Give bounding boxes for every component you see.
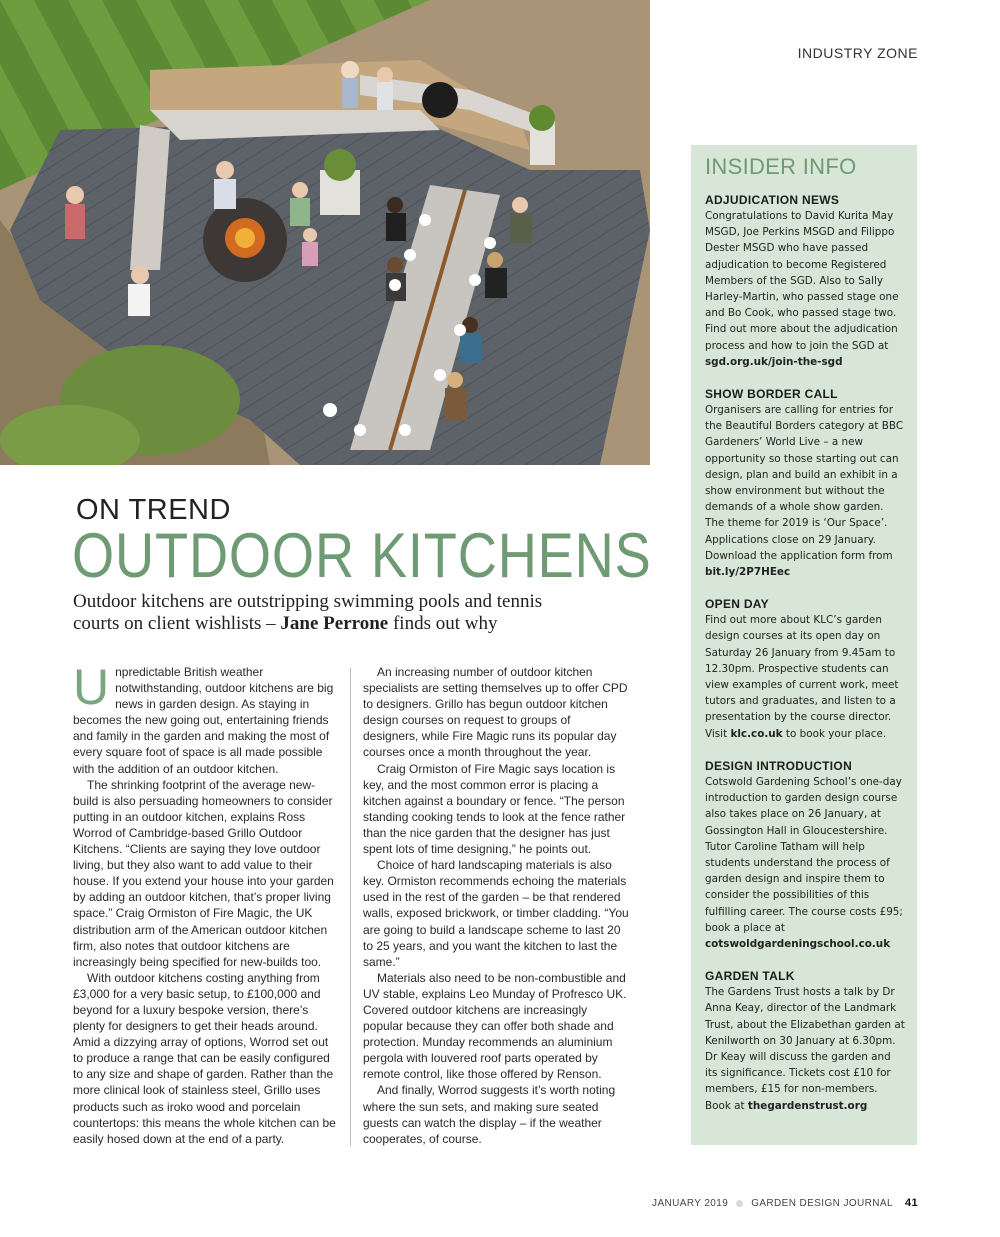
- paragraph: The shrinking footprint of the average new-build is also persuading homeowners to consider putting in an outdoor kitchen, explains Ross Worrod of Cambridge-based Grillo Outdoor Kitchens. “Clients are saying they love outdoor living, but they also want to add value to their house. If you extend your house into your garden by adding an outdoor kitchen, that’s proper living space.” Craig Ormiston of Fire Magic, the UK distribution arm of the American outdoor kitchen firm, also notes that outdoor kitchens are increasingly being specified for new-builds too.: [73, 777, 334, 969]
- paragraph: [73, 659, 339, 777]
- article-column-right: [363, 664, 629, 1147]
- article-standfirst: [73, 591, 573, 635]
- paragraph-text: npredictable British weather notwithstanding, outdoor kitchens are big news in garden design. As staying in becomes the new going out, entertaining friends and family in the garden and making the most of every square foot of space is all made possible with the addition of an outdoor kitchen.: [73, 665, 334, 776]
- page-number: 41: [904, 1197, 918, 1209]
- sidebar-item-link[interactable]: sgd.org.uk/join-the-sgd: [705, 355, 843, 368]
- sidebar-item-heading: DESIGN INTRODUCTION: [705, 758, 853, 773]
- article-headline: OUTDOOR KITCHENS: [72, 521, 652, 591]
- paragraph: Materials also need to be non-combustible and UV stable, explains Leo Munday of Profresco UK. Covered outdoor kitchens are increasingly popular because they can offer both shade and protection. Munday recommends an aluminium pergola with louvered roof parts operated by remote control, like those offered by Renson.: [363, 970, 627, 1082]
- article-column-left: [73, 659, 339, 1147]
- paragraph: An increasing number of outdoor kitchen specialists are setting themselves up to offer CPD to designers. Grillo has begun outdoor kitchen design courses on request to groups of designers, while Fire Magic runs its popular day courses once a month throughout the year.: [363, 665, 628, 760]
- standfirst-text: Outdoor kitchens are outstripping swimming pools and tennis courts on client wishlists –: [73, 591, 543, 634]
- sidebar-item-link[interactable]: bit.ly/2P7HEec: [705, 566, 791, 579]
- sidebar-item-heading: ADJUDICATION NEWS: [705, 193, 840, 207]
- article-photo: [0, 0, 650, 465]
- paragraph: Choice of hard landscaping materials is also key. Ormiston recommends echoing the materials used in the rest of the garden – be that rendered walls, exposed brickwork, or timber cladding. “You are going to build a landscape scheme to last 20 to 25 years, and you want the kitchen to last the same.”: [363, 858, 629, 969]
- insider-info-sidebar: [691, 145, 917, 1145]
- sidebar-item-body: Find out more about KLC’s garden design courses at its open day on Saturday 26 January from 9.45am to 12.30pm. Prospective students can view examples of current work, meet tutors and graduates, and listen to a presentation by the course director. Visit: [705, 614, 899, 740]
- sidebar-item-body: Cotswold Gardening School’s one-day introduction to garden design course also takes place on 26 January, at Gossington Hall in Gloucestershire. Tutor Caroline Tatham will help students understand the process of garden design and inspire them to consider the possibilities of this fulfilling career. The course costs £95; book a place at: [705, 775, 903, 934]
- page-footer: [652, 1197, 918, 1209]
- standfirst-text-end: finds out why: [388, 613, 498, 634]
- sidebar-item-text: [705, 984, 905, 1114]
- sidebar-item-text: [705, 402, 905, 580]
- paragraph: And finally, Worrod suggests it’s worth noting where the sun sets, and making sure seated guests can watch the display – if the weather cooperates, of course.: [363, 1083, 616, 1146]
- separator-dot-icon: [736, 1200, 743, 1207]
- sidebar-item-body: Organisers are calling for entries for the Beautiful Borders category at BBC Gardeners’ World Live – a new opportunity so those starting out can design, plan and build an exhibit in a show environment but without the demands of a whole show garden. The theme for 2019 is ‘Our Space’. Applications close on 29 January. Download the application form from: [705, 404, 904, 562]
- sidebar-item-text: [705, 774, 905, 952]
- sidebar-item-heading: GARDEN TALK: [705, 969, 795, 984]
- sidebar-item-link[interactable]: klc.co.uk: [730, 727, 783, 740]
- sidebar-item-body-end: to book your place.: [782, 727, 887, 740]
- section-label: INDUSTRY ZONE: [797, 45, 918, 61]
- column-divider: [350, 668, 351, 1146]
- sidebar-item-link[interactable]: thegardenstrust.org: [747, 1099, 868, 1112]
- sidebar-item-text: [705, 612, 905, 742]
- sidebar-item-heading: OPEN DAY: [705, 597, 769, 612]
- sidebar-item-text: [705, 208, 905, 370]
- article-kicker: ON TREND: [76, 494, 231, 526]
- footer-publication: GARDEN DESIGN JOURNAL: [751, 1197, 893, 1209]
- sidebar-title: INSIDER INFO: [705, 154, 857, 179]
- sidebar-item-heading: SHOW BORDER CALL: [705, 387, 838, 402]
- author-name: Jane Perrone: [280, 613, 389, 634]
- drop-cap: U: [73, 659, 110, 715]
- sidebar-item-body: Congratulations to David Kurita May MSGD, Joe Perkins MSGD and Filippo Dester MSGD who have passed adjudication to become Registered Members of the SGD. Also to Sally Harley-Martin, who passed stage one and Bo Cook, who passed stage two. Find out more about the adjudication process and how to join the SGD at: [705, 210, 899, 352]
- sidebar-item-body: The Gardens Trust hosts a talk by Dr Anna Keay, director of the Landmark Trust, about the Elizabethan garden at Kenilworth on 30 January at 6.30pm. Dr Keay will discuss the garden and its significance. Tickets cost £10 for members, £15 for non-members. Book at: [705, 986, 905, 1112]
- footer-date: JANUARY 2019: [652, 1197, 729, 1209]
- paragraph: With outdoor kitchens costing anything from £3,000 for a very basic setup, to £100,000 and beyond for a luxury bespoke version, there’s plenty for designers to get their heads around. Amid a dizzying array of options, Worrod set out to produce a range that can be easily configured to any size and shape of garden. Rather than the more clinical look of stainless steel, Grillo uses products such as iroko wood and porcelain countertops: this means the whole kitchen can be easily hosed down at the end of a party.: [73, 970, 336, 1146]
- sidebar-item-link[interactable]: cotswoldgardeningschool.co.uk: [705, 937, 891, 950]
- paragraph: Craig Ormiston of Fire Magic says location is key, and the most common error is placing a kitchen against a boundary or fence. “The person standing cooking tends to look at the fence rather than the nice garden that the designer has just spent lots of time designing,” he points out.: [363, 761, 626, 857]
